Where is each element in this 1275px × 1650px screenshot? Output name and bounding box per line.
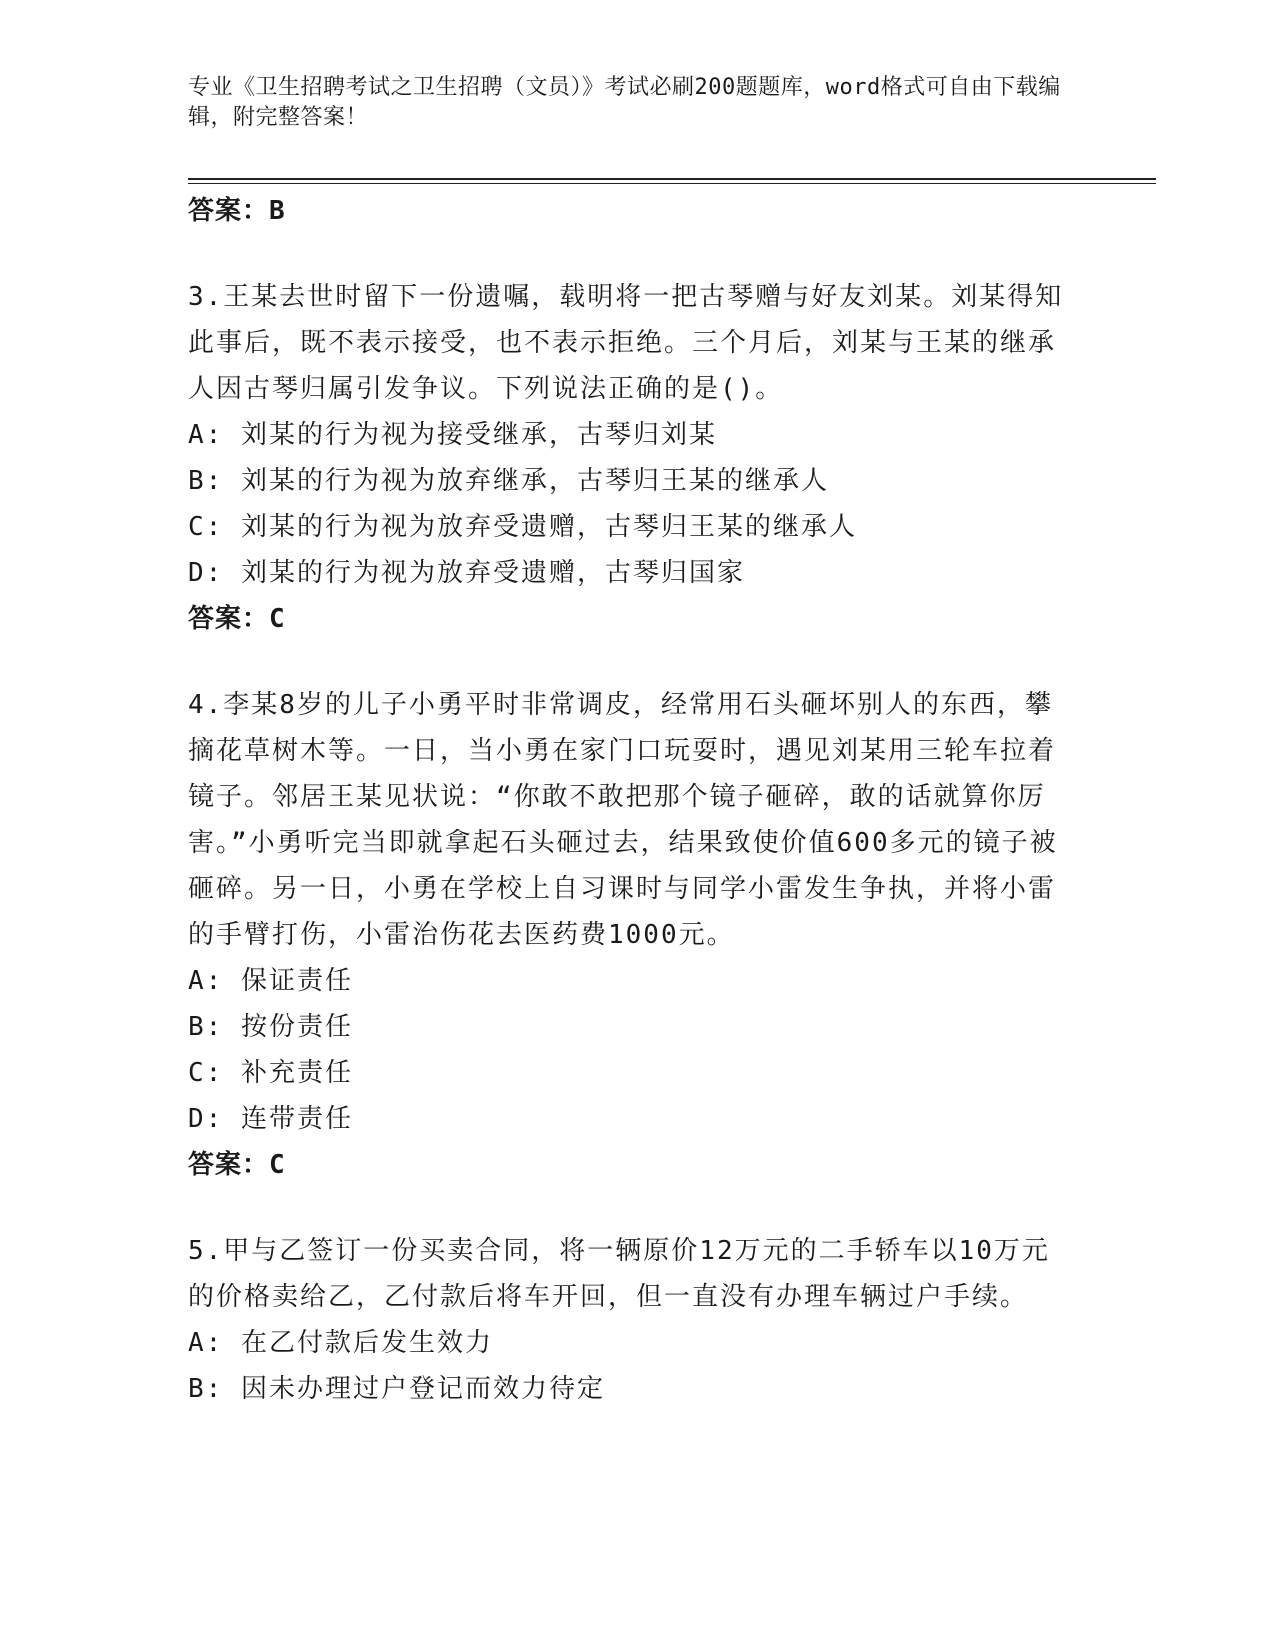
option-a: A: 刘某的行为视为接受继承，古琴归刘某 (188, 420, 717, 450)
option-b: B: 按份责任 (188, 1012, 353, 1042)
option-c: C: 刘某的行为视为放弃受遗赠，古琴归王某的继承人 (188, 512, 857, 542)
header-divider (188, 178, 1156, 180)
question-4 (188, 682, 1068, 1188)
option-c: C: 补充责任 (188, 1058, 353, 1088)
answer-line: 答案：C (188, 1150, 286, 1180)
option-a: A: 在乙付款后发生效力 (188, 1328, 493, 1358)
header-divider-thin (188, 183, 1156, 184)
question-5 (188, 1228, 1068, 1412)
question-3 (188, 274, 1068, 642)
exam-content (188, 188, 1068, 1412)
option-b: B: 刘某的行为视为放弃继承，古琴归王某的继承人 (188, 466, 829, 496)
option-d: D: 刘某的行为视为放弃受遗赠，古琴归国家 (188, 558, 745, 588)
question-stem: 4.李某8岁的儿子小勇平时非常调皮，经常用石头砸坏别人的东西，攀摘花草树木等。一日，当小勇在家门口玩耍时，遇见刘某用三轮车拉着镜子。邻居王某见状说：“你敢不敢把那个镜子砸碎，敢的话就算你厉害。”小勇听完当即就拿起石头砸过去，结果致使价值600多元的镜子被砸碎。另一日，小勇在学校上自习课时与同学小雷发生争执，并将小雷的手臂打伤，小雷治伤花去医药费1000元。 (188, 690, 1058, 950)
option-a: A: 保证责任 (188, 966, 353, 996)
answer-line: 答案：C (188, 604, 286, 634)
option-b: B: 因未办理过户登记而效力待定 (188, 1374, 605, 1404)
page-header: 专业《卫生招聘考试之卫生招聘（文员）》考试必刷200题题库，word格式可自由下载编辑，附完整答案！ (188, 75, 1061, 130)
option-d: D: 连带责任 (188, 1104, 353, 1134)
question-stem: 5.甲与乙签订一份买卖合同，将一辆原价12万元的二手轿车以10万元的价格卖给乙，乙付款后将车开回，但一直没有办理车辆过户手续。 (188, 1236, 1050, 1312)
question-stem: 3.王某去世时留下一份遗嘱，载明将一把古琴赠与好友刘某。刘某得知此事后，既不表示接受，也不表示拒绝。三个月后，刘某与王某的继承人因古琴归属引发争议。下列说法正确的是()。 (188, 282, 1064, 404)
answer-line: 答案：B (188, 196, 286, 226)
